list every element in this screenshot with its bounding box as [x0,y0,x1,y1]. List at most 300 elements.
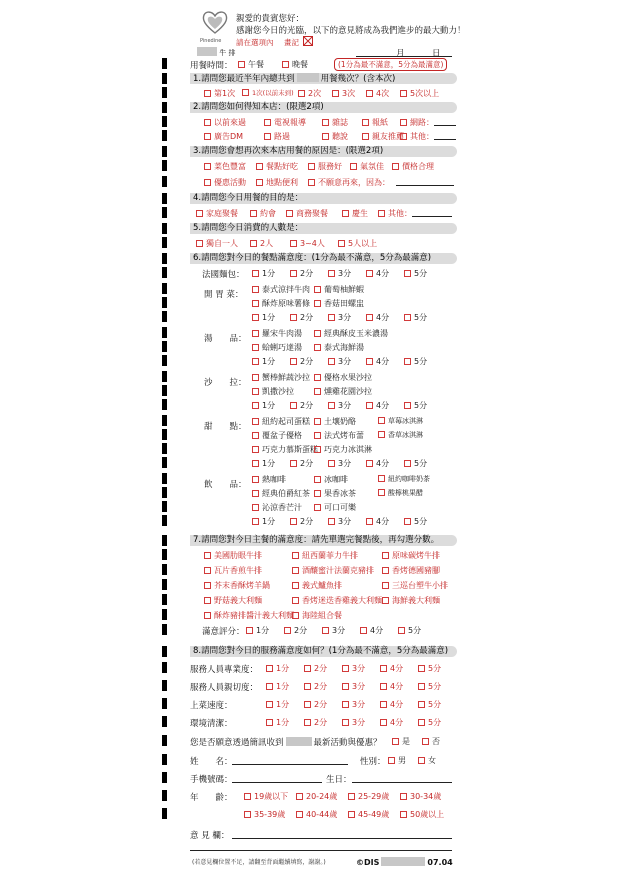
gender-male-option[interactable]: 男 [388,755,406,766]
score-option[interactable] [366,516,389,527]
checkbox[interactable] [252,314,259,321]
checkbox[interactable] [266,701,273,708]
q5-option[interactable]: 3~4人 [290,238,325,249]
checkbox[interactable] [380,683,387,690]
checkbox[interactable] [322,627,329,634]
score-option[interactable] [290,516,313,527]
checkbox[interactable] [252,388,259,395]
checkbox[interactable] [314,344,321,351]
score-option[interactable] [366,268,389,279]
checkbox[interactable] [284,627,291,634]
option-label: 熱咖啡 [262,475,286,484]
q2-other-line[interactable] [434,125,456,126]
q4-option[interactable]: 約會 [250,208,276,219]
checkbox[interactable] [328,518,335,525]
checkbox[interactable] [292,612,299,619]
score-option[interactable] [342,681,365,692]
score-option[interactable] [266,699,289,710]
checkbox[interactable] [366,402,373,409]
option-label: 1分 [262,401,276,410]
menu-item-option[interactable] [252,474,286,485]
checkbox[interactable] [292,597,299,604]
menu-item-option[interactable] [252,298,310,309]
checkbox[interactable] [418,719,425,726]
checkbox[interactable] [204,597,211,604]
score-option[interactable] [398,625,421,636]
checkbox[interactable] [404,518,411,525]
checkbox[interactable] [292,552,299,559]
checkbox[interactable] [382,597,389,604]
menu-item-option[interactable] [252,342,302,353]
q1-option[interactable]: 1次(以前未到) [242,88,294,97]
score-option[interactable] [290,458,313,469]
checkbox[interactable] [252,300,259,307]
option-label: 酥炸豬排醬汁義大利麵 [214,611,294,620]
score-option[interactable] [304,699,327,710]
score-option[interactable] [418,717,441,728]
main-course-option[interactable] [292,580,342,591]
score-option[interactable] [266,663,289,674]
checkbox[interactable] [314,300,321,307]
score-option[interactable] [252,268,275,279]
checkbox[interactable] [342,719,349,726]
checkbox[interactable] [252,476,259,483]
checkbox[interactable] [314,432,321,439]
q8-header: 8.請問您對今日的服務滿意度如何？(1分為最不滿意，5分為最滿意) [190,646,457,657]
checkbox[interactable] [328,402,335,409]
score-option[interactable] [342,717,365,728]
checkbox[interactable] [404,270,411,277]
menu-item-option[interactable] [314,416,356,427]
checkbox[interactable] [366,314,373,321]
checkbox[interactable] [342,683,349,690]
checkbox[interactable] [328,358,335,365]
menu-item-option[interactable] [252,284,310,295]
checkbox[interactable] [204,612,211,619]
q3-option[interactable]: 氣氛佳 [350,161,384,172]
q2-option[interactable]: 親友推薦 [362,131,404,142]
option-label: 1分 [262,313,276,322]
option-label: 3分 [352,700,366,709]
option-label: 瓦片香煎牛排 [214,566,262,575]
q2-other-line[interactable] [434,139,456,140]
row-marker [162,473,167,484]
q4-option[interactable]: 家庭聚餐 [196,208,238,219]
q2-option[interactable]: 廣告DM [204,131,243,142]
q2-option[interactable]: 報紙 [362,117,388,128]
checkbox[interactable] [252,446,259,453]
checkbox[interactable] [304,665,311,672]
q5-option[interactable]: 獨自一人 [196,238,238,249]
score-option[interactable] [290,400,313,411]
age-option[interactable]: 25-29歲 [348,791,389,802]
option-label: 3分 [352,682,366,691]
checkbox[interactable] [290,314,297,321]
q1-option[interactable]: 4次 [366,88,389,99]
score-option[interactable] [290,356,313,367]
q6-header: 6.請問您對今日的餐點滿意度：(1分為最不滿意，5分為最滿意) [190,253,457,264]
checkbox[interactable] [252,358,259,365]
menu-item-option[interactable] [314,298,364,309]
menu-item-option[interactable] [378,416,423,426]
q1-option[interactable]: 5次以上 [400,88,439,99]
checkbox[interactable] [252,418,259,425]
score-option[interactable] [366,458,389,469]
main-course-option[interactable] [382,595,440,606]
score-option[interactable] [328,458,351,469]
option-label: 1分 [262,459,276,468]
checkbox[interactable] [252,460,259,467]
checkbox[interactable] [290,460,297,467]
option-label: 草莓冰淇淋 [388,417,423,425]
checkbox[interactable] [418,701,425,708]
checkbox[interactable] [246,627,253,634]
menu-item-option[interactable] [252,386,294,397]
q3-header: 3.請問您會想再次來本店用餐的原因是：(限選2項) [190,146,457,157]
checkbox[interactable] [204,582,211,589]
checkbox[interactable] [266,719,273,726]
q2-option[interactable]: 其他： [400,131,434,142]
checkbox[interactable] [252,330,259,337]
q3-reason-line[interactable] [396,185,454,186]
age-option[interactable]: 35-39歲 [244,809,285,820]
q4-other-line[interactable] [412,216,452,217]
score-option[interactable] [404,400,427,411]
checkbox[interactable] [266,683,273,690]
checkbox[interactable] [204,552,211,559]
checkbox[interactable] [382,567,389,574]
menu-item-option[interactable] [314,328,388,339]
menu-item-option[interactable] [314,474,348,485]
score-option[interactable] [380,681,403,692]
checkbox[interactable] [404,460,411,467]
menu-item-option[interactable] [314,502,356,513]
checkbox[interactable] [418,683,425,690]
checkbox[interactable] [314,374,321,381]
score-option[interactable] [266,681,289,692]
checkbox[interactable] [380,719,387,726]
menu-item-option[interactable] [252,328,302,339]
checkbox[interactable] [366,270,373,277]
main-course-option[interactable] [382,550,440,561]
checkbox[interactable] [314,330,321,337]
q2-option[interactable]: 網路： [400,117,434,128]
q5-option[interactable]: 2人 [250,238,273,249]
score-option[interactable] [366,400,389,411]
score-option[interactable] [284,625,307,636]
score-option[interactable] [404,268,427,279]
main-course-option[interactable] [382,580,448,591]
score-option[interactable] [380,699,403,710]
birthday-input-line[interactable] [352,782,452,783]
checkbox[interactable] [314,490,321,497]
phone-label: 手機號碼： [190,775,233,785]
menu-item-option[interactable] [378,430,423,440]
score-option[interactable] [418,699,441,710]
score-option[interactable] [304,681,327,692]
score-option[interactable] [366,312,389,323]
checkbox[interactable] [252,402,259,409]
score-option[interactable] [252,516,275,527]
score-option[interactable] [266,717,289,728]
checkbox[interactable] [314,418,321,425]
score-option[interactable] [252,400,275,411]
row-marker [162,399,167,410]
opinion-input-line[interactable] [232,838,452,839]
score-option[interactable] [404,516,427,527]
score-option[interactable] [290,268,313,279]
menu-item-option[interactable] [252,444,318,455]
row-marker [162,487,167,498]
service-row-label: 上菜速度： [190,701,233,711]
option-label: 紐約咖啡奶茶 [388,475,430,483]
checkbox[interactable] [252,490,259,497]
checkbox[interactable] [366,460,373,467]
q3-option[interactable]: 餐點好吃 [256,161,298,172]
checkbox[interactable] [314,476,321,483]
menu-item-option[interactable] [378,488,423,498]
checkbox[interactable] [328,270,335,277]
menu-item-option[interactable] [252,430,302,441]
checkbox[interactable] [314,388,321,395]
score-option[interactable] [290,312,313,323]
q2-option[interactable]: 雜誌 [322,117,348,128]
score-option[interactable] [304,717,327,728]
q2-option[interactable]: 以前來過 [204,117,246,128]
checkbox[interactable] [290,518,297,525]
score-option[interactable] [252,356,275,367]
checkbox[interactable] [314,504,321,511]
score-option[interactable] [380,717,403,728]
age-option[interactable]: 50歲以上 [400,809,444,820]
checkbox[interactable] [380,665,387,672]
q3-option[interactable]: 優惠活動 [204,177,246,188]
name-label: 姓 名： [190,757,233,767]
option-label: 2分 [314,664,328,673]
score-option[interactable] [252,312,275,323]
main-course-option[interactable] [204,610,294,621]
option-label: 2分 [294,626,308,635]
checkbox[interactable] [252,374,259,381]
checkbox[interactable] [290,358,297,365]
row-marker [162,501,167,512]
q1-option[interactable]: 3次 [332,88,355,99]
q3-option[interactable]: 價格合理 [392,161,434,172]
main-course-option[interactable] [292,565,374,576]
q4-option[interactable]: 慶生 [342,208,368,219]
option-label: 原味碳烤牛排 [392,551,440,560]
checkbox[interactable] [292,582,299,589]
checkbox[interactable] [378,489,385,496]
checkbox[interactable] [252,270,259,277]
menu-item-option[interactable] [314,372,372,383]
score-option[interactable] [360,625,383,636]
menu-item-option[interactable] [252,488,310,499]
age-option[interactable]: 20-24歲 [296,791,337,802]
menu-item-option[interactable] [378,474,430,484]
checkbox[interactable] [398,627,405,634]
score-option[interactable] [328,400,351,411]
score-option[interactable] [322,625,345,636]
menu-item-option[interactable] [314,386,372,397]
checkbox[interactable] [378,417,385,424]
option-label: 4分 [390,682,404,691]
score-option[interactable] [328,516,351,527]
option-label: 羅宋牛肉湯 [262,329,302,338]
score-option[interactable] [342,663,365,674]
q1-option[interactable]: 第1次 [204,88,235,99]
score-option[interactable] [252,458,275,469]
menu-item-option[interactable] [252,372,310,383]
score-option[interactable] [304,663,327,674]
row-marker [162,415,167,426]
row-marker [162,609,167,620]
checkbox[interactable] [252,518,259,525]
main-course-option[interactable] [204,565,262,576]
main-course-option[interactable] [292,550,358,561]
meal-dinner-option[interactable]: 晚餐 [282,59,308,70]
checkbox[interactable] [378,475,385,482]
main-course-option[interactable] [292,595,382,606]
checkbox[interactable] [204,567,211,574]
main-course-option[interactable] [204,595,262,606]
q7-header: 7.請問您對今日主餐的滿意度：請先單選完餐點後，再勾選分數。 [190,535,457,546]
row-marker [162,311,167,322]
section-label: 甜 點： [204,422,247,432]
q3-option[interactable]: 菜色豐富 [204,161,246,172]
q3-option[interactable]: 地點便利 [256,177,298,188]
checkbox[interactable] [328,460,335,467]
checkbox[interactable] [252,344,259,351]
score-option[interactable] [380,663,403,674]
score-option[interactable] [404,458,427,469]
score-option[interactable] [404,312,427,323]
score-option[interactable] [418,663,441,674]
option-label: 土壤奶酪 [324,417,356,426]
name-input-line[interactable] [232,764,348,765]
q5-header: 5.請問您今日消費的人數是： [190,223,457,234]
checkbox[interactable] [378,431,385,438]
menu-item-option[interactable] [314,342,364,353]
score-option[interactable] [342,699,365,710]
sms-yes-option[interactable]: 是 [392,736,410,747]
menu-item-option[interactable] [314,430,364,441]
checkbox[interactable] [252,432,259,439]
main-course-option[interactable] [382,565,440,576]
q5-option[interactable]: 5人以上 [338,238,377,249]
score-option[interactable] [366,356,389,367]
phone-input-line[interactable] [232,782,322,783]
checkbox[interactable] [252,286,259,293]
checkbox[interactable] [292,567,299,574]
checkbox[interactable] [382,582,389,589]
opinion-label: 意 見 欄： [190,831,230,841]
q2-option[interactable]: 路過 [264,131,290,142]
branch-name: 牛 排 [197,47,235,58]
q4-option[interactable]: 商務聚餐 [286,208,328,219]
option-label: 4分 [376,459,390,468]
checkbox[interactable] [252,504,259,511]
checkbox[interactable] [304,683,311,690]
option-label: 1分 [276,718,290,727]
checkbox[interactable] [366,518,373,525]
score-option[interactable] [404,356,427,367]
row-marker [162,130,167,141]
checkbox[interactable] [404,358,411,365]
row-marker [162,646,167,657]
sms-no-option[interactable]: 否 [422,736,440,747]
menu-item-option[interactable] [314,284,364,295]
opinion-input-line[interactable] [190,850,452,851]
menu-item-option[interactable] [252,416,310,427]
score-option[interactable] [328,356,351,367]
gender-female-option[interactable]: 女 [418,755,436,766]
age-option[interactable]: 19歲以下 [244,791,288,802]
checkbox[interactable] [304,719,311,726]
age-option[interactable]: 45-49歲 [348,809,389,820]
form-code: ©DIS 07.04 [356,858,453,867]
q3-option[interactable]: 不願意再來，因為： [308,177,390,188]
row-marker [162,790,167,801]
menu-item-option[interactable] [252,502,302,513]
checkbox[interactable] [382,552,389,559]
logo-text: Pinedine [200,38,222,44]
row-marker [162,443,167,454]
checkbox[interactable] [366,358,373,365]
checkbox[interactable] [342,665,349,672]
mark-label: 畫記 [284,38,299,47]
option-label: 5分 [414,313,428,322]
row-marker [162,267,167,278]
meal-lunch-option[interactable]: 午餐 [238,59,264,70]
checkbox[interactable] [380,701,387,708]
q4-option[interactable]: 其他： [378,208,412,219]
q2-option[interactable]: 聽說 [322,131,348,142]
score-option[interactable] [328,312,351,323]
age-option[interactable]: 30-34歲 [400,791,441,802]
option-label: 泰式海鮮湯 [324,343,364,352]
checkbox[interactable] [304,701,311,708]
q1-option[interactable]: 2次 [298,88,321,99]
checkbox[interactable] [290,402,297,409]
checkbox[interactable] [342,701,349,708]
age-option[interactable]: 40-44歲 [296,809,337,820]
option-label: 1分 [262,269,276,278]
main-course-option[interactable] [204,550,262,561]
menu-item-option[interactable] [314,488,356,499]
score-option[interactable] [418,681,441,692]
checkbox[interactable] [360,627,367,634]
checkbox[interactable] [290,270,297,277]
score-option[interactable] [328,268,351,279]
q2-option[interactable]: 電視報導 [264,117,306,128]
checkbox[interactable] [404,402,411,409]
main-course-option[interactable] [292,610,342,621]
checkbox[interactable] [404,314,411,321]
checkbox[interactable] [266,665,273,672]
checkbox[interactable] [328,314,335,321]
checkbox[interactable] [418,665,425,672]
heart-logo-icon [201,8,229,36]
checkbox[interactable] [314,286,321,293]
menu-item-option[interactable] [314,444,372,455]
row-marker [162,327,167,338]
score-option[interactable] [246,625,269,636]
service-row-label: 服務人員親切度： [190,683,259,693]
main-course-option[interactable] [204,580,270,591]
q3-option[interactable]: 服務好 [308,161,342,172]
checkbox[interactable] [314,446,321,453]
